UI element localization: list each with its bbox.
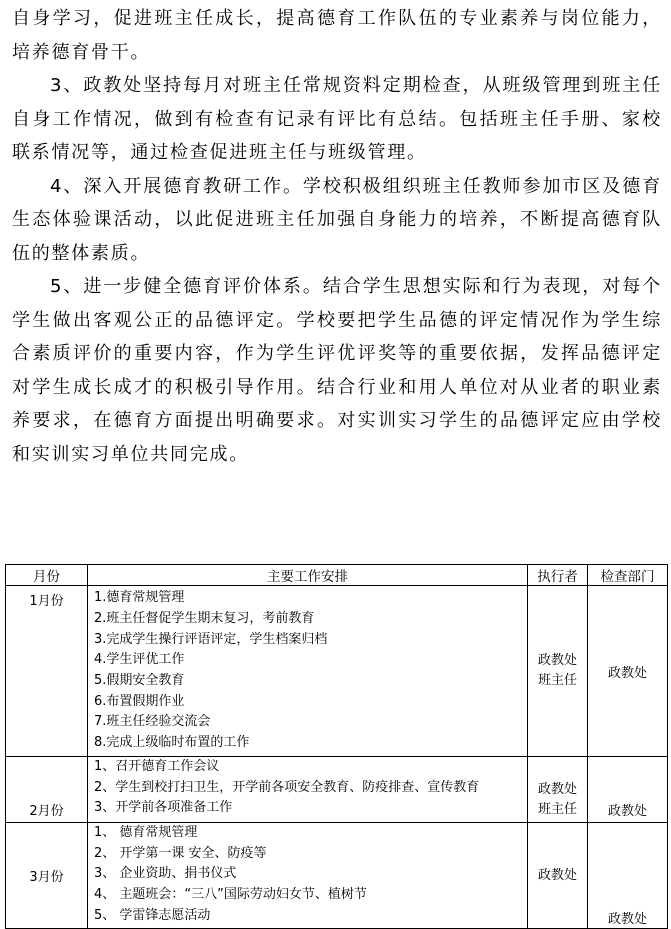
work-item: 3.完成学生操行评语评定，学生档案归档 (94, 631, 328, 647)
work-items-cell (88, 586, 528, 757)
work-item: 1、 德育常规管理 (94, 825, 198, 840)
header-work: 主要工作安排 (88, 565, 528, 586)
paragraph-3: 4、深入开展德育教研工作。学校积极组织班主任教师参加市区及德育生态体验课活动，以此促进班主任加强自身能力的培养，不断提高德育队伍的整体素质。 (12, 175, 662, 264)
work-item: 2、学生到校打扫卫生，开学前各项安全教育、防疫排查、宣传教育 (94, 779, 480, 795)
work-item: 1、召开德育工作会议 (94, 759, 220, 774)
executor-name: 政教处 (537, 782, 577, 797)
work-item: 7.班主任经验交流会 (94, 714, 211, 730)
work-item: 2.班主任督促学生期末复习，考前教育 (94, 610, 315, 626)
month-cell: 2月份 (6, 757, 88, 823)
executor-name: 班主任 (537, 802, 577, 817)
work-item: 4、 主题班会：“三八”国际劳动妇女节、植树节 (94, 887, 367, 903)
paragraph-1: 自身学习，促进班主任成长，提高德育工作队伍的专业素养与岗位能力，培养德育骨干。 (12, 8, 662, 63)
paragraph-4: 5、进一步健全德育评价体系。结合学生思想实际和行为表现，对每个学生做出客观公正的品德评定。学校要把学生品德的评定情况作为学生综合素质评价的重要内容，作为学生评优评奖等的重要依据，发挥品德评定对学生成长成才的积极引导作用。结合行业和用人单位对从业者的职业素养要求，在德育方面提出明确要求。对实训实习学生的品德评定应由学校和实训实习单位共同完成。 (12, 276, 662, 465)
work-item: 5、 学雷锋志愿活动 (94, 907, 211, 923)
work-item: 5.假期安全教育 (94, 673, 185, 688)
month-cell: 1月份 (6, 586, 88, 757)
work-item: 6.布置假期作业 (94, 693, 185, 709)
dept-cell: 政教处 (588, 757, 668, 823)
month-cell: 3月份 (6, 823, 88, 929)
executor-name: 政教处 (537, 653, 577, 668)
executor-cell (528, 823, 588, 929)
work-item: 3、开学前各项准备工作 (94, 800, 233, 816)
work-items-cell (88, 823, 528, 929)
executor-cell (528, 586, 588, 757)
work-item: 8.完成上级临时布置的工作 (94, 735, 250, 751)
work-item: 1.德育常规管理 (94, 590, 185, 606)
header-executor: 执行者 (528, 565, 588, 586)
work-item: 2、 开学第一课 安全、防疫等 (94, 845, 267, 861)
document-body (12, 2, 662, 471)
header-month: 月份 (6, 565, 88, 586)
table-row (6, 757, 668, 823)
table-row (6, 823, 668, 929)
table-header-row (6, 565, 668, 586)
dept-cell: 政教处 (588, 823, 668, 929)
executor-name: 班主任 (537, 673, 577, 688)
work-item: 3、 企业资助、捐书仪式 (94, 866, 237, 882)
dept-cell: 政教处 (588, 586, 668, 757)
work-items-cell (88, 757, 528, 823)
header-dept: 检查部门 (588, 565, 668, 586)
executor-cell (528, 757, 588, 823)
table-row (6, 586, 668, 757)
paragraph-2: 3、政教处坚持每月对班主任常规资料定期检查，从班级管理到班主任自身工作情况，做到有检查有记录有评比有总结。包括班主任手册、家校联系情况等，通过检查促进班主任与班级管理。 (12, 75, 662, 163)
work-plan-table (5, 564, 668, 929)
executor-name: 政教处 (537, 867, 577, 883)
work-item: 4.学生评优工作 (94, 652, 185, 668)
